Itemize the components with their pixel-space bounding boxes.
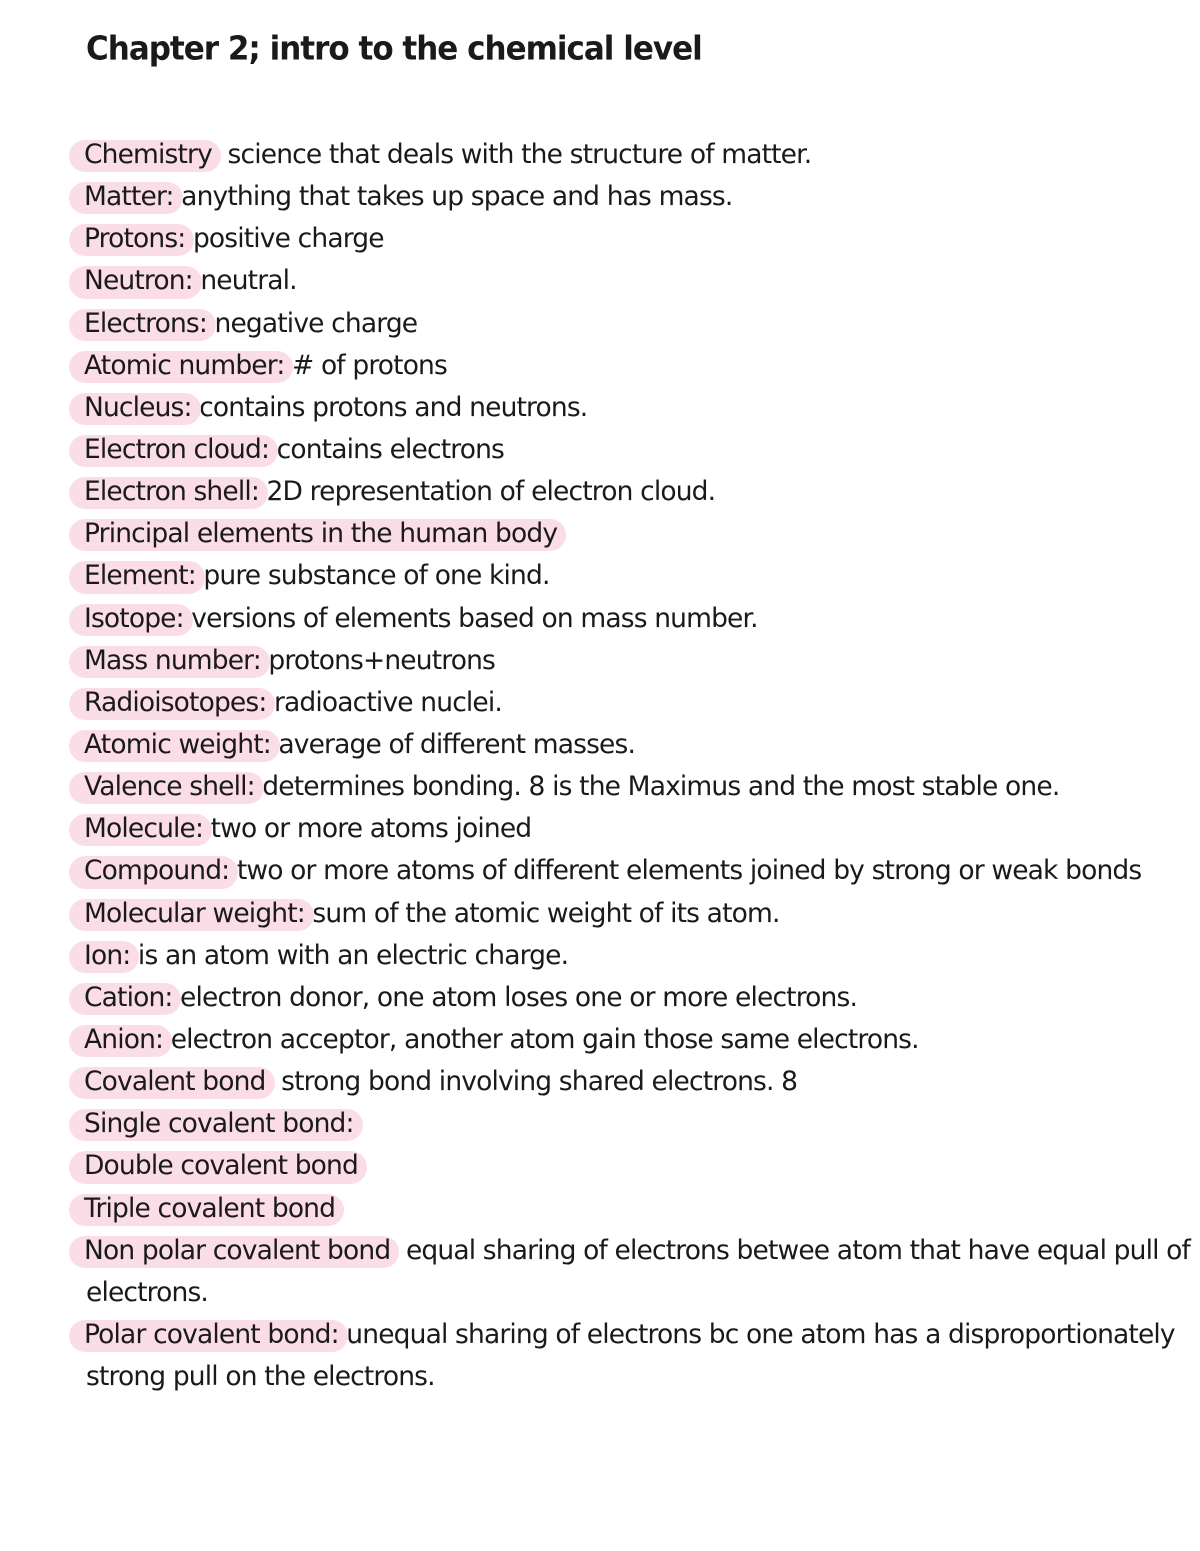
definition-text: neutral. xyxy=(192,265,297,297)
definition-text: : science that deals with the structure of matter. xyxy=(211,139,812,170)
definition-text: contains protons and neutrons. xyxy=(191,391,588,423)
definition-line xyxy=(0,176,1200,218)
highlighted-term: Neutron: xyxy=(84,260,193,302)
definition-text: average of different masses. xyxy=(270,728,636,760)
definition-line xyxy=(0,808,1200,850)
definition-line xyxy=(0,218,1200,260)
highlighted-term: Compound: xyxy=(84,850,229,892)
highlighted-term: Double covalent bond xyxy=(84,1145,358,1187)
highlighted-term: Atomic number: xyxy=(84,345,284,387)
definition-line xyxy=(0,429,1200,471)
definition-line xyxy=(0,134,1200,176)
definition-text: pure substance of one kind. xyxy=(195,560,550,592)
highlighted-term: Protons: xyxy=(84,218,185,260)
highlighted-term: Covalent bond xyxy=(84,1061,266,1103)
definition-text: # of protons xyxy=(284,349,447,381)
highlighted-term: Nucleus: xyxy=(84,387,192,429)
definition-line xyxy=(0,1061,1200,1103)
highlighted-term: Matter: xyxy=(84,176,174,218)
highlighted-term: Atomic weight: xyxy=(84,724,271,766)
definition-line xyxy=(0,1314,1200,1356)
highlighted-term: Electron shell: xyxy=(84,471,259,513)
highlighted-term: Valence shell: xyxy=(84,766,255,808)
definition-text: determines bonding. 8 is the Maximus and the most stable one. xyxy=(254,771,1060,803)
highlighted-term: Electron cloud: xyxy=(84,429,269,471)
definition-line xyxy=(0,1019,1200,1061)
highlighted-term: Polar covalent bond: xyxy=(84,1314,339,1356)
highlighted-term: Single covalent bond: xyxy=(84,1103,354,1145)
highlighted-term: Isotope: xyxy=(84,598,184,640)
definition-line xyxy=(0,935,1200,977)
definition-text: electron acceptor, another atom gain those same electrons. xyxy=(163,1023,919,1055)
definition-line xyxy=(0,471,1200,513)
definition-text: negative charge xyxy=(206,307,418,339)
highlighted-term: Radioisotopes: xyxy=(84,682,266,724)
highlighted-term: Molecule: xyxy=(84,808,203,850)
definition-line xyxy=(0,345,1200,387)
definition-line xyxy=(0,260,1200,302)
highlighted-term: Principal elements in the human body xyxy=(84,513,557,555)
definition-line xyxy=(0,640,1200,682)
definition-text: : equal sharing of electrons betwee atom that have equal pull of xyxy=(390,1234,1191,1266)
highlighted-term: Electrons: xyxy=(84,303,207,345)
definition-text: unequal sharing of electrons bc one atom has a disproportionately xyxy=(338,1318,1175,1350)
definition-text: two or more atoms joined xyxy=(203,813,532,845)
definition-line xyxy=(0,513,1200,555)
definition-line xyxy=(0,1230,1200,1272)
definition-line xyxy=(0,893,1200,935)
definition-continuation: electrons. xyxy=(86,1276,208,1308)
highlighted-term: Ion: xyxy=(84,935,130,977)
definition-line xyxy=(0,850,1200,892)
definition-text: 2D representation of electron cloud. xyxy=(258,476,716,508)
definition-text: is an atom with an electric charge. xyxy=(130,939,569,971)
definition-line xyxy=(0,977,1200,1019)
definition-line xyxy=(0,1145,1200,1187)
definition-line xyxy=(0,766,1200,808)
highlighted-term: Triple covalent bond xyxy=(84,1188,335,1230)
definition-line xyxy=(0,303,1200,345)
definition-text: protons+neutrons xyxy=(260,644,495,676)
definition-text: versions of elements based on mass number. xyxy=(183,602,758,634)
definition-text: contains electrons xyxy=(269,433,504,465)
definition-line xyxy=(0,682,1200,724)
highlighted-term: Anion: xyxy=(84,1019,163,1061)
definition-list xyxy=(0,134,1200,1398)
definition-line xyxy=(0,724,1200,766)
definition-text: electron donor, one atom loses one or more electrons. xyxy=(172,981,858,1013)
definition-text: positive charge xyxy=(185,223,384,255)
definition-line xyxy=(0,1103,1200,1145)
definition-text: two or more atoms of different elements joined by strong or weak bonds xyxy=(229,855,1142,887)
highlighted-term: Molecular weight: xyxy=(84,893,305,935)
definition-line xyxy=(0,387,1200,429)
definition-text: radioactive nuclei. xyxy=(266,686,502,718)
highlighted-term: Cation: xyxy=(84,977,172,1019)
definition-continuation: strong pull on the electrons. xyxy=(86,1361,435,1393)
definition-line xyxy=(0,1188,1200,1230)
highlighted-term: Element: xyxy=(84,555,196,597)
highlighted-term: Chemistry xyxy=(84,134,212,176)
definition-text: : strong bond involving shared electrons. 8 xyxy=(265,1066,798,1098)
definition-line xyxy=(0,555,1200,597)
highlighted-term: Non polar covalent bond xyxy=(84,1230,390,1272)
definition-text: anything that takes up space and has mass. xyxy=(173,181,733,213)
definition-text: sum of the atomic weight of its atom. xyxy=(304,897,780,929)
definition-line xyxy=(0,598,1200,640)
highlighted-term: Mass number: xyxy=(84,640,261,682)
page-title: Chapter 2; intro to the chemical level xyxy=(86,30,702,69)
